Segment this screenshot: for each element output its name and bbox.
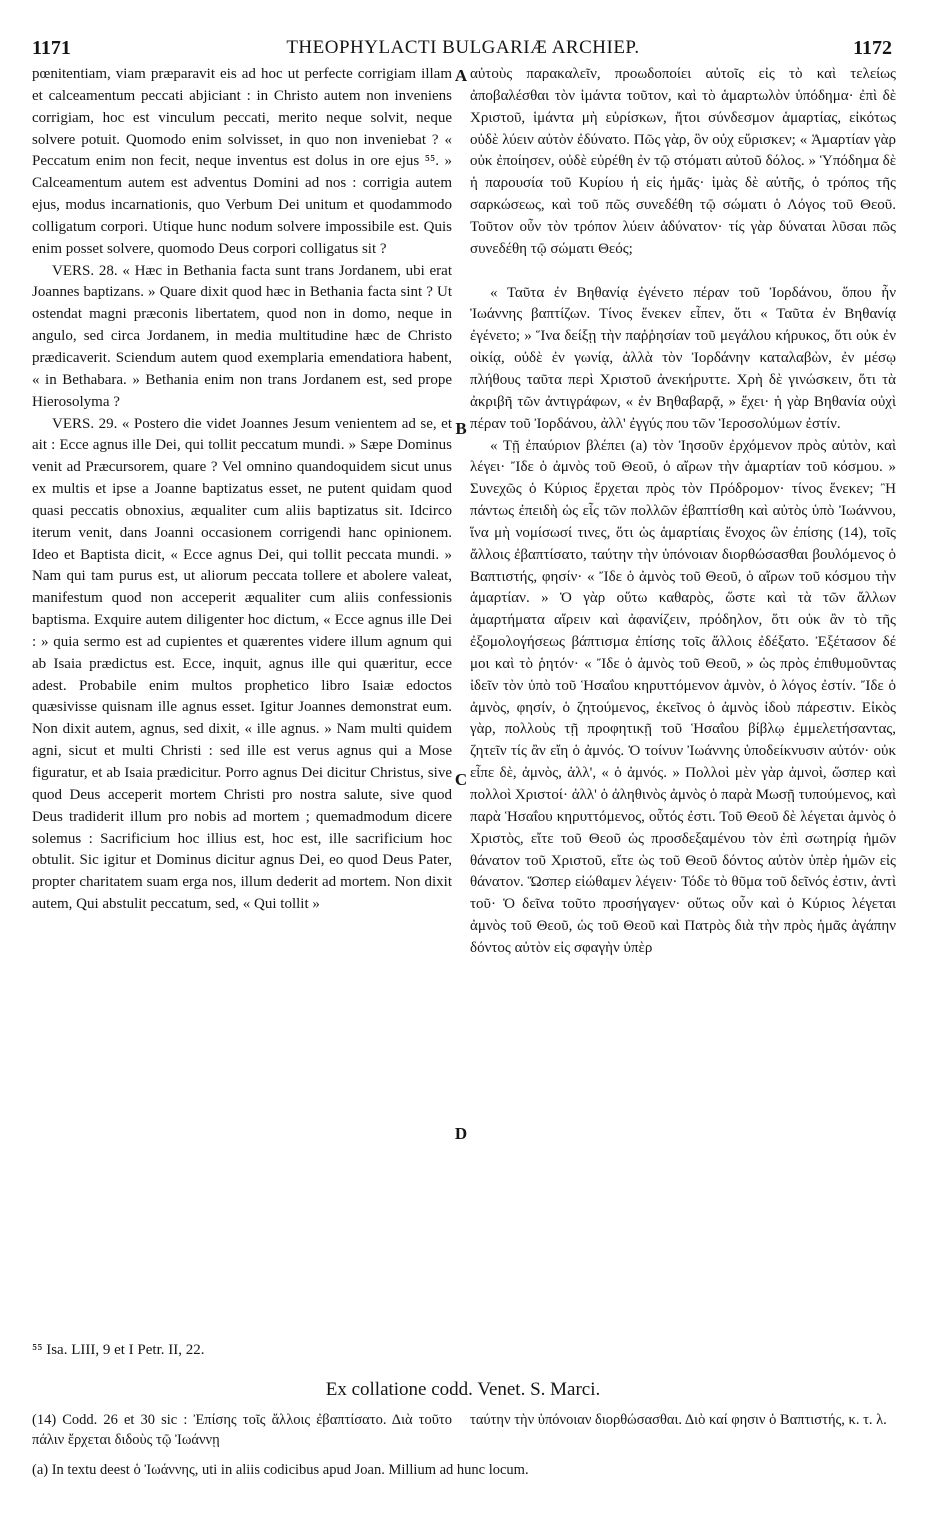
collation-note-14-continued: ταύτην τὴν ὑπόνοιαν διορθώσασθαι. Διὸ καί φησιν ὁ Βαπτιστής, κ. τ. λ. bbox=[470, 1412, 887, 1428]
margin-marker-c: C bbox=[454, 770, 468, 789]
greek-paragraph-2: « Ταῦτα ἐν Βηθανίᾳ ἐγένετο πέραν τοῦ Ἰορδάνου, ὅπου ἦν Ἰωάννης βαπτίζων. Τίνος ἕνεκεν εἶπεν, ὅτι « Ταῦτα ἐν Βηθανίᾳ ἐγένετο; » Ἵνα δείξῃ τὴν παῤῥησίαν τοῦ μεγάλου κήρυκος, ὅτι οὐκ ἐν οἰκίᾳ, οὐδὲ ἐν γωνίᾳ, ἀλλὰ τὸν Ἰορδάνην καταλαβὼν, ἐν μέσῳ πλήθους ταῦτα περὶ Χριστοῦ ἀνεκήρυττε. Χρὴ δὲ γινώσκειν, ὅτι τὰ ἀκριβῆ τῶν ἀντιγράφων, « ἐν Βηθαβαρᾷ, » ἔχει· ἡ γὰρ Βηθανία οὐχὶ πέραν τοῦ Ἰορδάνου, ἀλλ' ἐγγύς που τῶν Ἱεροσολύμων ἐστίν. bbox=[470, 284, 896, 432]
greek-column bbox=[470, 64, 896, 960]
collation-note-a: (a) In textu deest ὁ Ἰωάννης, uti in aliis codicibus apud Joan. Millium ad hunc locum. bbox=[32, 1462, 529, 1478]
latin-paragraph-1: pœnitentiam, viam præparavit eis ad hoc ut perfecte corrigiam illam et calceamentum peccati abjiciant : in Christo autem non inveniens corrigiam, hoc est vinculum peccati, merito neque solvit, neque solvere potuit. Quomodo enim solvisset, in quo non inveniebat ? « Peccatum enim non fecit, neque inventus est dolus in ore ejus ⁵⁵. » Calceamentum autem est adventus Domini ad nos : corrigia autem ejus, modus incarnationis, quo Verbum Dei unitum et quodammodo colligatum corpori. Utique hunc nodum solvere impossibile est. Quis enim posset solvere, quomodo Deus corpori colligatus sit ? bbox=[32, 66, 452, 257]
collation-note-14: (14) Codd. 26 et 30 sic : Ἐπίσης τοῖς ἄλλοις ἐβαπτίσατο. Διὰ τοῦτο πάλιν ἔρχεται διδοὺς τῷ Ἰωάννῃ bbox=[32, 1412, 452, 1448]
margin-marker-b: B bbox=[455, 419, 467, 438]
margin-marker-d: D bbox=[454, 1124, 468, 1143]
footnote-scripture: ⁵⁵ Isa. LIII, 9 et I Petr. II, 22. bbox=[32, 1342, 205, 1358]
left-page-number: 1171 bbox=[32, 37, 71, 59]
collation-note-right bbox=[470, 1410, 896, 1430]
latin-paragraph-vers-29: VERS. 29. « Postero die videt Joannes Jesum venientem ad se, et ait : Ecce agnus ille Dei, qui tollit peccatum mundi. » Sæpe Dominus venit ad Præcursorem, quare ? Vel omnino quandoquidem sicut unus ex multis et ipse a Joanne baptizatus esset, ne putent quidam quod quasi peccatis obnoxius, æqualiter cum aliis baptizatus sit. Idcirco iterum venit, dans Joanni occasionem corrigendi hanc opinionem. Ideo et Baptista dicit, « Ecce agnus Dei, qui tollit peccata mundi. » Nam qui tam purus est, ut aliorum peccata tollere et abolere valeat, manifestum quod non acceperit æqualiter cum aliis confessionis baptisma. Exquire autem diligenter hoc dictum, « Ecce agnus ille Dei : » quia sermo est ad cupientes et quærentes videre illum agnum qui ab Isaia prædictus est. Ecce, inquit, agnus ille qui quæritur, ecce adest. Probabile enim multos prophetico libro Isaiæ edoctos quæsivisse quisnam ille agnus esset. Igitur Joannes demonstrat eum. Non dixit autem, agnus, sed dixit, « ille agnus. » Nam multi quidem agni, sicut et multi Christi : sed ille est verus agnus qui a Mose figuratur, et ab Isaia prædicitur. Porro agnus Dei dicitur Christus, sive quod Deus acceperit mortem Christi pro nostra salute, sive quod Deus tradiderit illum pro nobis ad mortem ; quemadmodum dicere solemus : Sacrificium hoc illius est, hoc est, ille sacrificium hoc obtulit. Sic igitur et Dominus dicitur agnus Dei, eo quod Deus Pater, propter charitatem suam erga nos, illum dederit ad mortem. Non dixit autem, Qui abstulit peccatum, sed, « Qui tollit » bbox=[32, 415, 452, 913]
collation-title: Ex collatione codd. Venet. S. Marci. bbox=[325, 1379, 601, 1400]
margin-marker-a: A bbox=[454, 66, 468, 85]
latin-paragraph-vers-28: VERS. 28. « Hæc in Bethania facta sunt trans Jordanem, ubi erat Joannes baptizans. » Quare dixit quod hæc in Bethania facta sint ? Ut ostendat magni præconis libertatem, quod non in domo, neque in angulo, sed circa Jordanem, in media multitudine hæc de Christo prædicaverit. Sciendum autem quod exemplaria emendatiora habent, « in Bethabara. » Bethania enim non trans Jordanem est, sed prope Hierosolyma ? bbox=[32, 262, 452, 410]
greek-paragraph-3: « Τῇ ἐπαύριον βλέπει (a) τὸν Ἰησοῦν ἐρχόμενον πρὸς αὐτὸν, καὶ λέγει· Ἴδε ὁ ἀμνὸς τοῦ Θεοῦ, ὁ αἴρων τὴν ἁμαρτίαν τοῦ κόσμου. » Συνεχῶς ὁ Κύριος ἔρχεται πρὸς τὸν Πρόδρομον· τίνος ἕνεκεν; Ἢ πάντως ἐπειδὴ ὡς εἷς τῶν πολλῶν ἐβαπτίσθη καὶ αὐτὸς ὑπὸ Ἰωάννου, ἵνα μὴ νομίσωσί τινες, ὅτι ὡς ἁμαρτίαις ἔνοχος ὢν ἐπίσης (14), τοῖς ἄλλοις ἐβαπτίσατο, ταύτην τὴν ὑπόνοιαν διορθώσασθαι βουλόμενος ὁ Βαπτιστής, φησίν· « Ἴδε ὁ ἀμνὸς τοῦ Θεοῦ, ὁ αἴρων τοῦ κόσμου τὴν ἁμαρτίαν. » Ὁ γὰρ οὕτω καθαρὸς, ὥστε καὶ τὰ τῶν ἄλλων ἁμαρτήματα αἴρειν καὶ ἀφανίζειν, πρόδηλον, ὅτι οὐκ ἂν τὸ τῆς ἐξομολογήσεως βάπτισμα ἐπίσης τοῖς ἄλλοις ἐδέξατο. Ἐξέτασον δέ μοι καὶ τὸ ῥητόν· « Ἴδε ὁ ἀμνὸς τοῦ Θεοῦ, » ὡς πρὸς ἐπιθυμοῦντας ἰδεῖν τὸν ὑπὸ τοῦ Ἡσαΐου κηρυττόμενον ἀμνὸν, ὁ λόγος ἐστίν. Ἴδε ὁ ἀμνὸς, φησίν, ὁ ζητούμενος, ἐκεῖνος ὁ ἀμνὸς ἰδοὺ πάρεστιν. Εἰκὸς γὰρ, πολλοὺς τῇ προφητικῇ τοῦ Ἡσαΐου βίβλῳ ἐμμελετήσαντας, ζητεῖν τίς ἂν εἴη ὁ ἀμνός. Ὁ τοίνυν Ἰωάννης ὑποδείκνυσιν αὐτόν· οὐκ εἶπε δὲ, ἀμνὸς, ἀλλ', « ὁ ἀμνός. » Πολλοὶ μὲν γὰρ ἀμνοὶ, ὥσπερ καὶ πολλοὶ Χριστοί· ἀλλ' ὁ ἀληθινὸς ἀμνὸς ὁ παρὰ Μωσῇ τυπούμενος, καὶ παρὰ Ἡσαΐου κηρυττόμενος, οὗτός ἐστι. Τοῦ Θεοῦ δὲ λέγεται ἀμνὸς ὁ Χριστὸς, εἴτε τοῦ Θεοῦ ὡς προσδεξαμένου τὸν ἐπὶ σωτηρίᾳ ἡμῶν θάνατον τοῦ Χριστοῦ, εἴτε ὡς τοῦ Θεοῦ δόντος αὐτὸν ὑπὲρ ἡμῶν εἰς θάνατον. Ὥσπερ εἰώθαμεν λέγειν· Τόδε τὸ θῦμα τοῦ δεῖνός ἐστιν, ἀντὶ τοῦ· Ὁ δεῖνα τοῦτο προσήγαγεν· οὕτως οὖν καὶ ὁ Κύριος λέγεται ἀμνὸς τοῦ Θεοῦ, ὡς τοῦ Θεοῦ καὶ Πατρὸς διὰ τὴν πρὸς ἡμᾶς ἀγάπην δόντος αὐτὸν εἰς σφαγὴν ὑπὲρ bbox=[470, 437, 896, 956]
collation-note-left bbox=[32, 1410, 452, 1450]
right-page-number: 1172 bbox=[853, 37, 892, 59]
greek-paragraph-1: αὐτοὺς παρακαλεῖν, προωδοποίει αὐτοῖς εἰς τὸ καὶ τελείως ἀποβαλέσθαι τὸν ἱμάντα τοῦτον, καὶ τὸ ἁμαρτωλὸν ὑπόδημα· ἐπὶ δὲ Χριστοῦ, ἱμάντα μὴ εὑρίσκων, ἤτοι σύνδεσμον ἁμαρτίας, εἰκότως οὐδὲ λύειν αὐτὸν ἐδύνατο. Πῶς γὰρ, ὃν οὐχ εὕρισκεν; « Ἁμαρτίαν γὰρ οὐκ ἐποίησεν, οὐδὲ εὑρέθη ἐν τῷ στόματι αὐτοῦ δόλος. » Ὑπόδημα δὲ ἡ παρουσία τοῦ Κυρίου ἡ εἰς ἡμᾶς· ἱμὰς δὲ αὐτῆς, ὁ τρόπος τῆς σαρκώσεως, καὶ τοῦ πῶς συνεδέθη τῷ σώματι ὁ Λόγος τοῦ Θεοῦ. Τοῦτον οὖν τὸν τρόπον λύειν ἀδύνατον· τίς γὰρ δύναται λῦσαι πῶς συνεδέθη τῷ σώματι Θεός; bbox=[470, 66, 896, 257]
running-title: THEOPHYLACTI BULGARIÆ ARCHIEP. bbox=[286, 37, 640, 58]
running-header bbox=[0, 36, 926, 60]
latin-column bbox=[32, 64, 452, 916]
